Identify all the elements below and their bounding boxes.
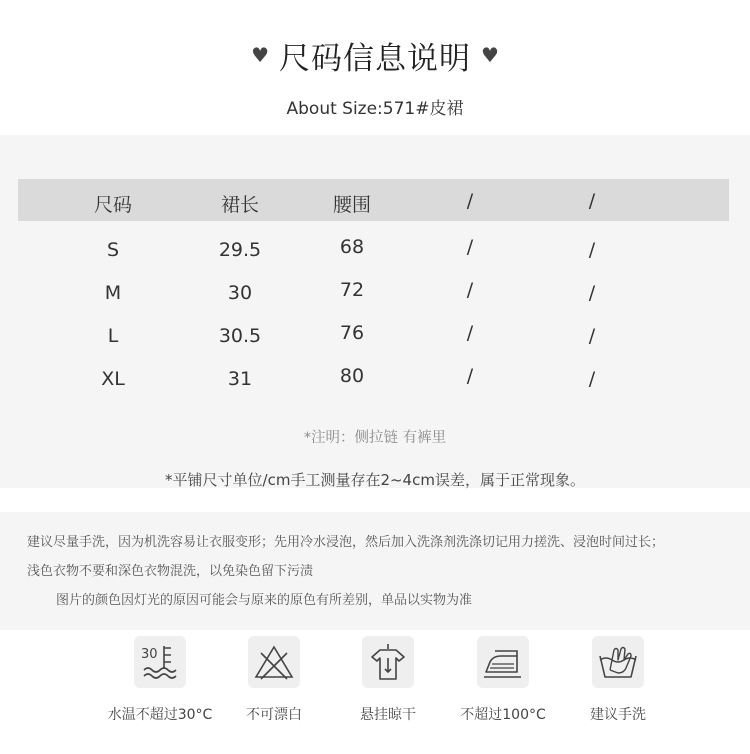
column-header: 裙长 xyxy=(220,194,259,216)
care-icon-label: 水温不超过30°C xyxy=(107,707,213,723)
table-cell: 76 xyxy=(339,322,365,344)
table-cell: 30 xyxy=(227,282,253,304)
care-icon-item xyxy=(558,636,678,724)
table-cell: S xyxy=(106,239,120,261)
table-cell: / xyxy=(588,239,596,261)
table-row xyxy=(18,221,729,264)
size-table xyxy=(18,179,729,393)
measurement-note: *平铺尺寸单位/cm手工测量存在2~4cm误差，属于正常现象。 xyxy=(165,471,585,489)
table-cell: / xyxy=(466,236,474,258)
table-row xyxy=(18,350,729,393)
care-line-2: 浅色衣物不要和深色衣物混洗，以免染色留下污渍 xyxy=(27,564,314,579)
column-header: / xyxy=(588,190,596,212)
table-cell: XL xyxy=(101,368,125,390)
care-icon-item xyxy=(214,636,334,724)
size-panel xyxy=(0,135,750,488)
table-cell: 30.5 xyxy=(218,325,262,347)
column-header: 尺码 xyxy=(93,194,132,216)
care-icon-label: 不超过100°C xyxy=(460,707,546,723)
wash-30-icon xyxy=(134,636,186,688)
care-line-1: 建议尽量手洗，因为机洗容易让衣服变形；先用冷水浸泡，然后加入洗涤剂洗涤切记用力搓洗、浸泡时间过长； xyxy=(27,535,665,550)
table-cell: / xyxy=(466,322,474,344)
care-instructions xyxy=(0,512,750,630)
care-icon-item xyxy=(443,636,563,724)
table-cell: / xyxy=(588,368,596,390)
table-cell: / xyxy=(588,325,596,347)
header xyxy=(0,0,750,135)
table-cell: L xyxy=(107,325,119,347)
care-icons xyxy=(0,630,750,754)
table-cell: 72 xyxy=(339,279,365,301)
care-icon-label: 悬挂晾干 xyxy=(360,707,416,723)
hand-wash-icon xyxy=(592,636,644,688)
title-row xyxy=(0,30,750,80)
care-icon-item xyxy=(328,636,448,724)
table-cell: 29.5 xyxy=(218,239,262,261)
column-header: / xyxy=(466,190,474,212)
table-row xyxy=(18,264,729,307)
table-cell: 31 xyxy=(227,368,253,390)
table-cell: M xyxy=(104,282,122,304)
column-header: 腰围 xyxy=(332,194,371,216)
heart-icon: ♥ xyxy=(481,43,499,67)
table-row xyxy=(18,307,729,350)
hang-dry-icon xyxy=(362,636,414,688)
page-subtitle: About Size:571#皮裙 xyxy=(286,99,464,119)
zipper-lining-note: *注明：侧拉链 有裤里 xyxy=(303,430,447,446)
care-icon-label: 不可漂白 xyxy=(246,707,302,723)
care-icon-item xyxy=(100,636,220,724)
care-line-3: 图片的颜色因灯光的原因可能会与原来的原色有所差别，单品以实物为准 xyxy=(56,593,473,608)
table-cell: / xyxy=(466,279,474,301)
heart-icon: ♥ xyxy=(251,43,269,67)
table-cell: / xyxy=(466,365,474,387)
page-title: 尺码信息说明 xyxy=(279,40,471,77)
table-header xyxy=(18,179,729,221)
no-bleach-icon xyxy=(248,636,300,688)
table-cell: 80 xyxy=(339,365,365,387)
iron-icon xyxy=(477,636,529,688)
table-cell: 68 xyxy=(339,236,365,258)
table-cell: / xyxy=(588,282,596,304)
care-icon-label: 建议手洗 xyxy=(590,707,646,723)
svg-text:30: 30 xyxy=(141,647,158,662)
